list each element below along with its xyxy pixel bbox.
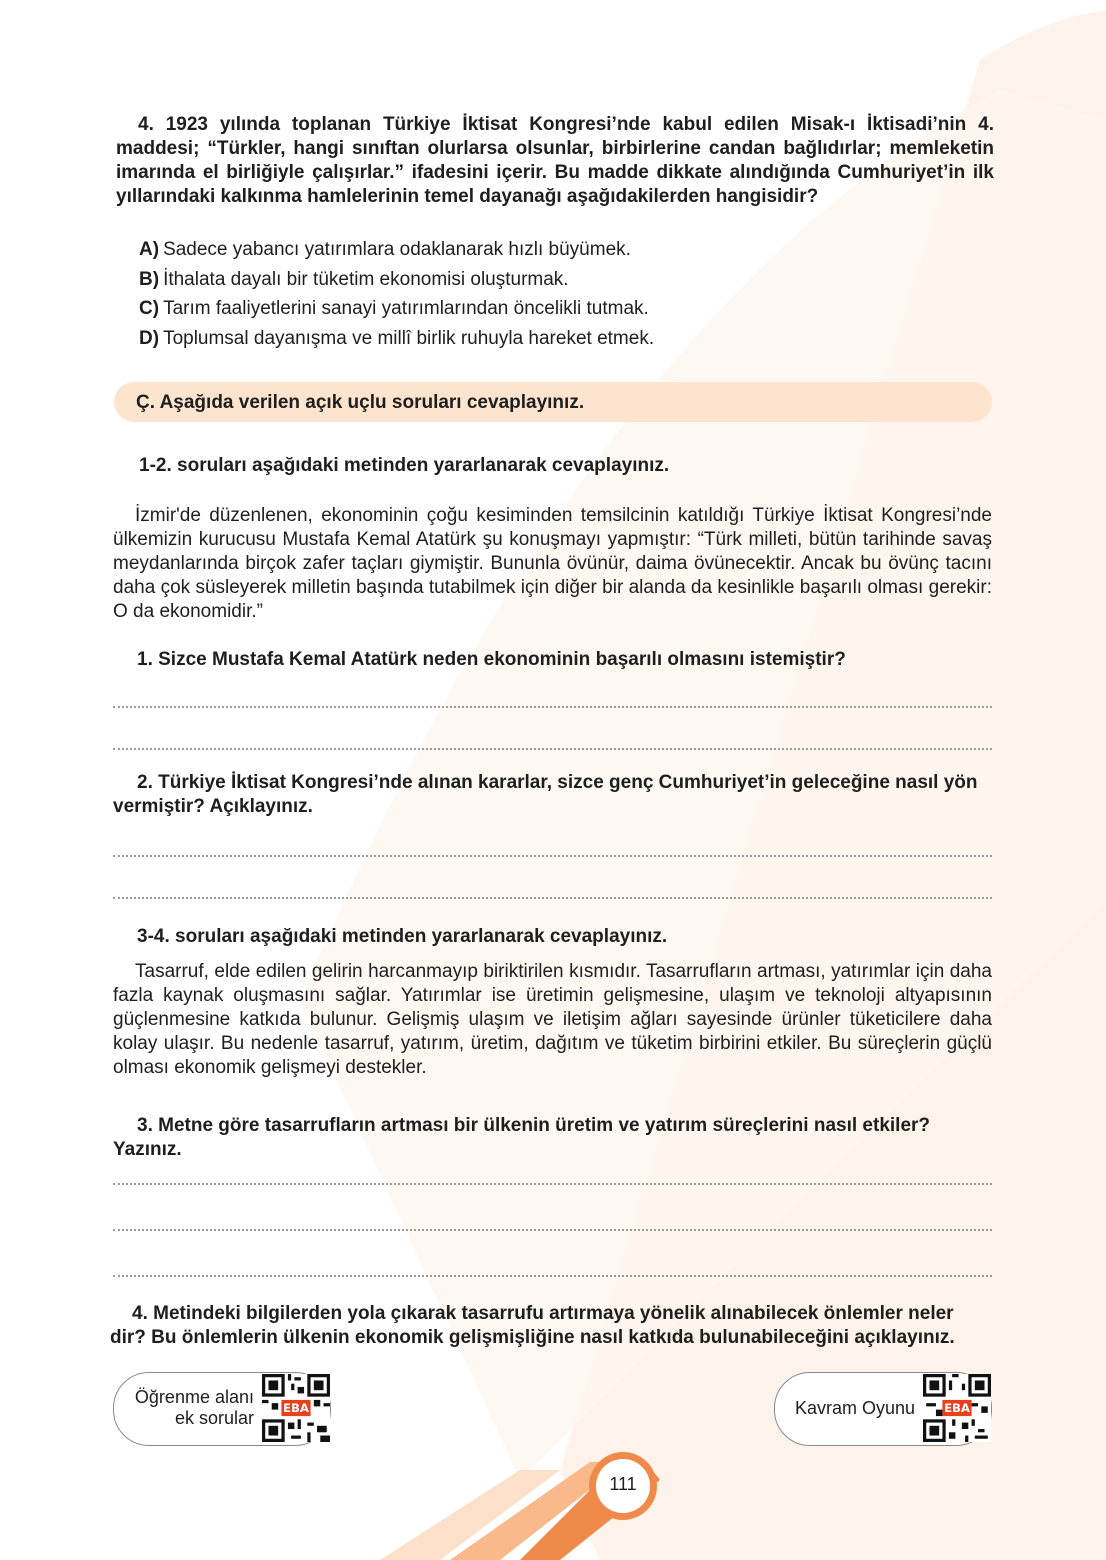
qr-badge-text: EBA [283, 1401, 309, 1416]
open-question-4: 4. Metindeki bilgilerden yola çıkarak tasarrufu artırmaya yönelik alınabilecek önlemler neler dir? Bu önlemlerin ülkenin ekonomik gelişmişliğine nasıl katkıda bulunabileceğini açıklayınız. [110, 1303, 955, 1348]
answer-line[interactable] [113, 897, 992, 899]
open-question-3: 3. Metne göre tasarrufların artması bir ülkenin üretim ve yatırım süreçlerini nasıl etkiler? Yazınız. [113, 1115, 931, 1160]
option-a[interactable] [139, 238, 631, 262]
answer-line[interactable] [113, 1183, 992, 1185]
option-b[interactable] [139, 268, 569, 292]
option-d[interactable] [139, 327, 654, 351]
option-b-letter: B) [139, 269, 160, 290]
option-d-letter: D) [139, 328, 160, 349]
qr-code-icon[interactable] [262, 1374, 330, 1442]
option-b-text: İthalata dayalı bir tüketim ekonomisi oluşturmak. [163, 269, 569, 290]
option-c-letter: C) [139, 298, 160, 319]
answer-line[interactable] [113, 706, 992, 708]
qr-code-icon[interactable] [923, 1374, 991, 1442]
answer-line[interactable] [113, 855, 992, 857]
learning-area-extra-questions-link[interactable] [113, 1372, 331, 1446]
section-banner [114, 382, 992, 422]
answer-line[interactable] [113, 748, 992, 750]
open-question-2: 2. Türkiye İktisat Kongresi’nde alınan kararlar, sizce genç Cumhuriyet’in geleceğine nasıl yön vermiştir? Açıklayınız. [113, 772, 978, 817]
section-banner-text: Ç. Aşağıda verilen açık uçlu soruları cevaplayınız. [136, 392, 585, 413]
option-c-text: Tarım faaliyetlerini sanayi yatırımlarından öncelikli tutmak. [163, 298, 649, 319]
group-1-passage: İzmir'de düzenlenen, ekonominin çoğu kesiminden temsilcinin katıldığı Türkiye İktisat Kongresi’nde ülkemizin kurucusu Mustafa Kemal Atatürk şu konuşmayı yapmıştır: “Türk milleti, bütün tarihinde savaş meydanlarında birçok zafer taçları giymiştir. Bununla övünür, daima övünecektir. Ancak bu övünç tacını daha çok süsleyerek milletin başında tutabilmek için diğer bir alanda da kesinlikle başarılı olması gerekir: O da ekonomidir.” [113, 505, 992, 622]
option-d-text: Toplumsal dayanışma ve millî birlik ruhuyla hareket etmek. [163, 328, 655, 349]
learning-area-label-line1: Öğrenme alanı [134, 1387, 254, 1407]
concept-game-link[interactable] [774, 1372, 992, 1446]
qr-badge-text: EBA [944, 1401, 970, 1416]
open-question-1: 1. Sizce Mustafa Kemal Atatürk neden ekonominin başarılı olmasını istemiştir? [137, 649, 846, 670]
page-number: 111 [609, 1474, 637, 1494]
group-2-passage: Tasarruf, elde edilen gelirin harcanmayıp biriktirilen kısmıdır. Tasarrufların artması, yatırımlar için daha fazla kaynak oluşmasını sağlar. Yatırımlar ise üretimin gelişmesine, ulaşım ve teknoloji altyapısının güçlenmesine katkıda bulunur. Gelişmiş ulaşım ve iletişim ağları sayesinde ürünler tüketicilere daha kolay ulaşır. Bu nedenle tasarruf, yatırım, üretim, dağıtım ve tüketim birbirini etkiler. Bu süreçlerin güçlü olması ekonomik gelişmeyi destekler. [113, 961, 992, 1078]
concept-game-label: Kavram Oyunu [794, 1398, 915, 1418]
answer-line[interactable] [113, 1275, 992, 1277]
option-a-text: Sadece yabancı yatırımlara odaklanarak hızlı büyümek. [163, 239, 631, 260]
group-1-heading: 1-2. soruları aşağıdaki metinden yararlanarak cevaplayınız. [139, 455, 670, 476]
question-4-stem: 4. 1923 yılında toplanan Türkiye İktisat Kongresi’nde kabul edilen Misak-ı İktisadi’nin 4. maddesi; “Türkler, hangi sınıftan olurlarsa olsunlar, birbirlerine candan bağlıdırlar; memleketin imarında el birliğiyle çalışırlar.” ifadesini içerir. Bu madde dikkate alındığında Cumhuriyet’in ilk yıllarındaki kalkınma hamlelerinin temel dayanağı aşağıdakilerden hangisidir? [116, 114, 994, 207]
option-c[interactable] [139, 297, 649, 321]
group-2-heading: 3-4. soruları aşağıdaki metinden yararlanarak cevaplayınız. [137, 926, 668, 947]
option-a-letter: A) [139, 239, 160, 260]
answer-line[interactable] [113, 1229, 992, 1231]
learning-area-label-line2: ek sorular [174, 1408, 254, 1428]
